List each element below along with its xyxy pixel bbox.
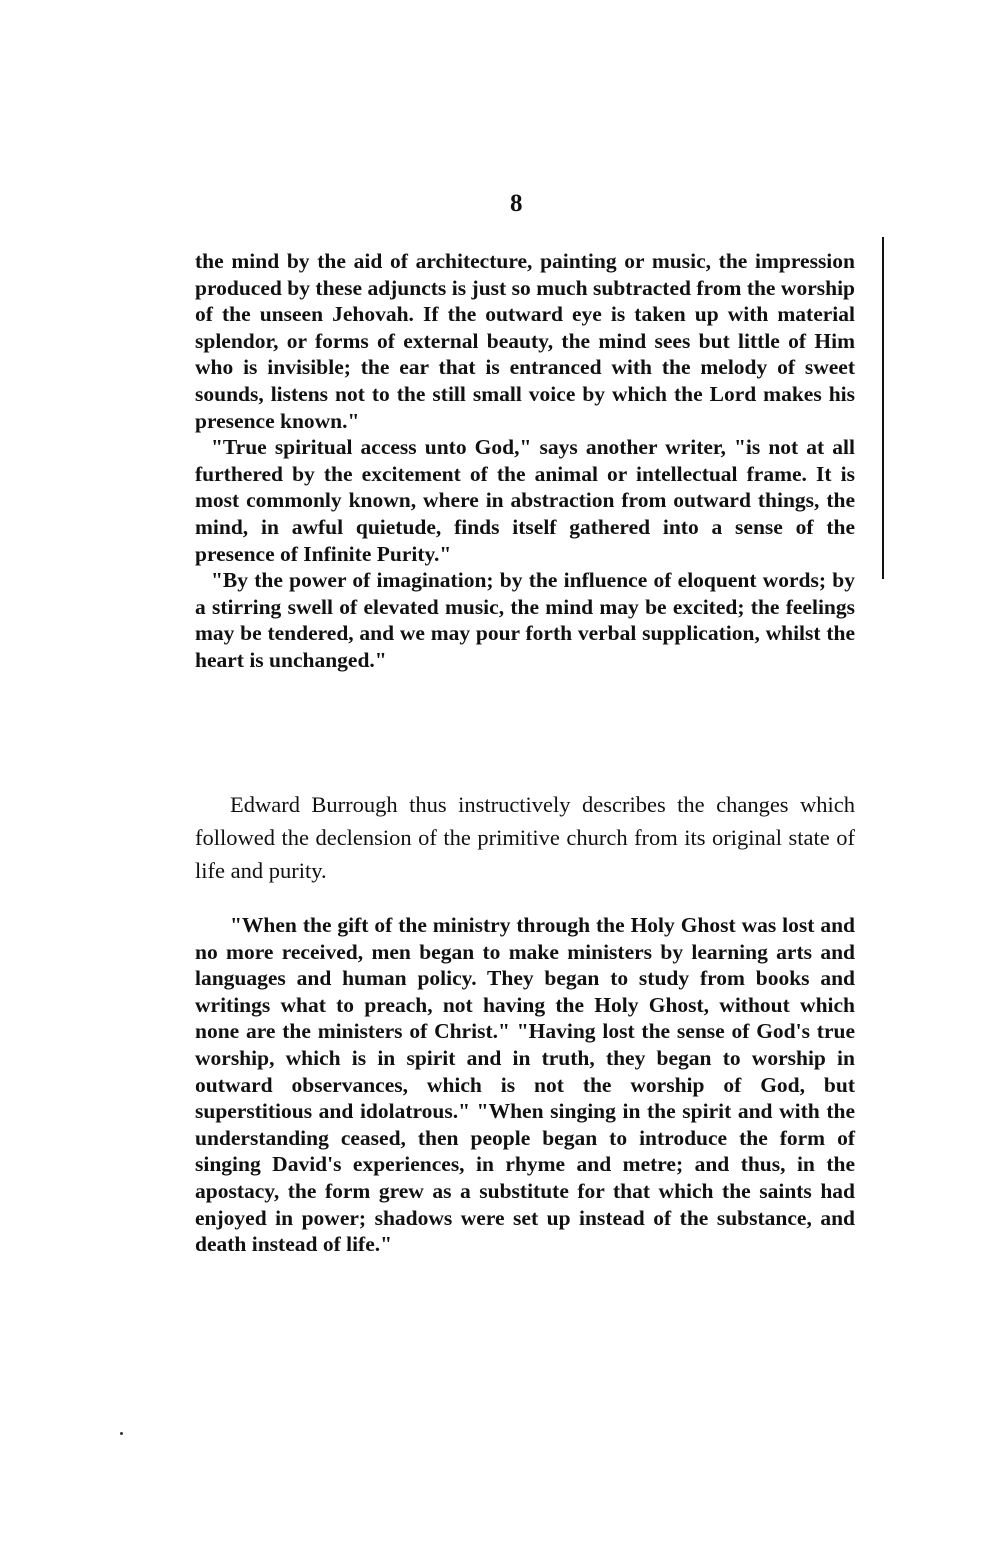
page-number: 8 (510, 190, 523, 217)
intro-paragraph: Edward Burrough thus instructively describes the changes which followed the declension of the primitive church from its original state of life and purity. (195, 792, 855, 883)
quotation-paragraph: the mind by the aid of architecture, painting or music, the impression produced by these adjuncts is just so much subtracted from the worship of the unseen Jehovah. If the outward eye is taken up with material splendor, or forms of external beauty, the mind sees but little of Him who is invisible; the ear that is entranced with the melody of sweet sounds, listens not to the still small voice by which the Lord makes his presence known." (195, 249, 855, 433)
quotation-block-2 (195, 912, 855, 1258)
quotation-paragraph: "When the gift of the ministry through the Holy Ghost was lost and no more received, men began to make ministers by learning arts and languages and human policy. They began to study from books and writings what to preach, not having the Holy Ghost, without which none are the ministers of Christ." "Having lost the sense of God's true worship, which is in spirit and in truth, they began to worship in outward observances, which is not the worship of God, but superstitious and idolatrous." "When singing in the spirit and with the understanding ceased, then people began to introduce the form of singing David's experiences, in rhyme and metre; and thus, in the apostacy, the form grew as a substitute for that which the saints had enjoyed in power; shadows were set up instead of the substance, and death instead of life." (195, 913, 855, 1257)
stray-mark (120, 1432, 123, 1435)
margin-rule (882, 237, 884, 579)
quotation-block-1 (195, 248, 855, 674)
intro-paragraph-block (195, 788, 855, 887)
quotation-paragraph: "By the power of imagination; by the influence of eloquent words; by a stirring swell of elevated music, the mind may be excited; the feelings may be tendered, and we may pour forth verbal supplication, whilst the heart is unchanged." (195, 568, 855, 672)
quotation-paragraph: "True spiritual access unto God," says another writer, "is not at all furthered by the excitement of the animal or intellectual frame. It is most commonly known, where in abstraction from outward things, the mind, in awful quietude, finds itself gathered into a sense of the presence of Infinite Purity." (195, 435, 855, 566)
